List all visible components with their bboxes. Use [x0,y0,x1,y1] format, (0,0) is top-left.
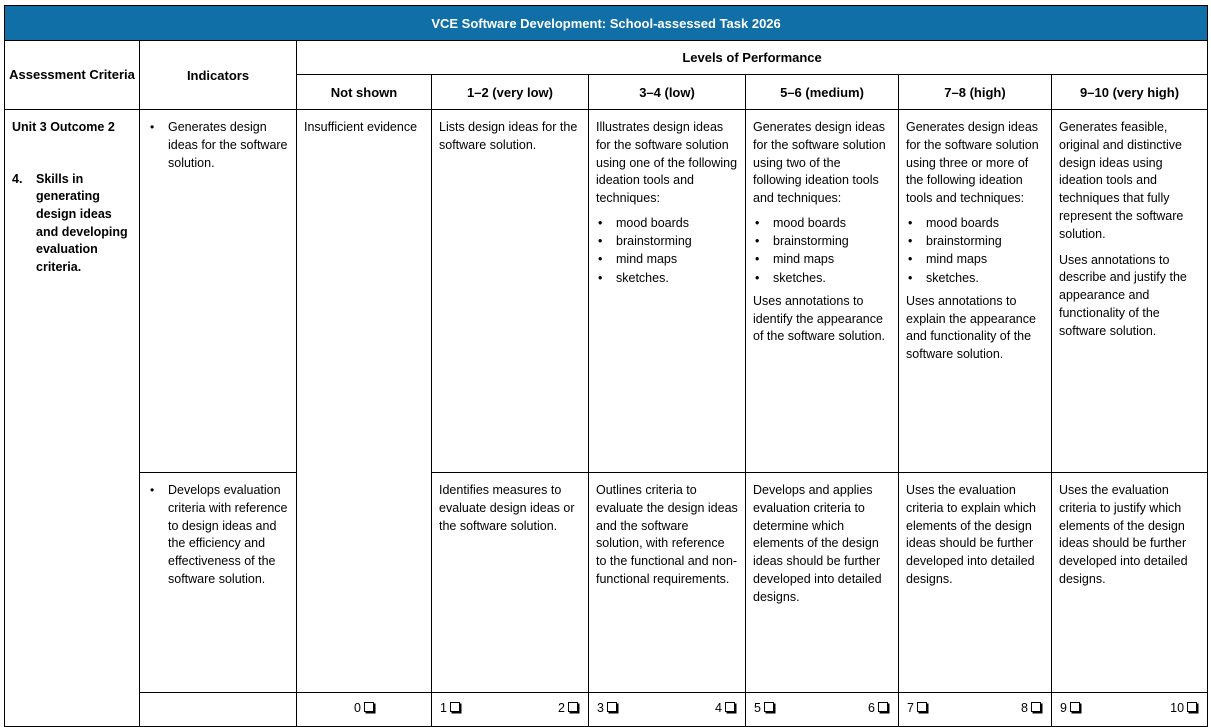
low-text-2: Outlines criteria to evaluate the design ideas and the software solution, with reference to the functional and non-functional requirements. [596,483,738,586]
level-cell-low-2 [589,473,746,693]
high-text-2: Uses the evaluation criteria to explain which elements of the design ideas should be further developed into detailed designs. [906,483,1036,586]
indicator-item: • Generates design ideas for the software solution. [140,119,296,172]
very-high-text-2: Uses the evaluation criteria to justify which elements of the design ideas should be further developed into detailed designs. [1059,483,1188,586]
level-cell-high-2 [899,473,1052,693]
very-high-text-1: Generates feasible, original and distinctive design ideas using ideation tools and techniques that fully represent the software solution. [1059,120,1184,241]
score-option-4[interactable]: 4 [715,701,735,715]
criteria-skill [12,171,132,277]
level-cell-very-high-1 [1052,110,1208,473]
score-option-1[interactable]: 1 [440,701,460,715]
score-cell-high [899,693,1052,727]
very-low-text-2: Identifies measures to evaluate design ideas or the software solution. [439,483,575,533]
indicator-item: • Develops evaluation criteria with reference to design ideas and the efficiency and effectiveness of the software solution. [140,482,296,589]
assessment-criteria-cell [5,110,140,727]
header-indicators: Indicators [140,41,297,110]
level-cell-very-high-2 [1052,473,1208,693]
checkbox-icon[interactable] [764,702,774,712]
indicator-cell-2 [140,473,297,693]
score-option-7[interactable]: 7 [907,701,927,715]
level-cell-medium-1 [746,110,899,473]
tool-item: • mood boards [596,214,738,232]
level-cell-low-1 [589,110,746,473]
score-option-2[interactable]: 2 [558,701,578,715]
criteria-number: 4. [12,171,23,186]
indicator-cell-1 [140,110,297,473]
checkbox-icon[interactable] [568,702,578,712]
score-option-0[interactable]: 0 [354,701,374,715]
medium-text-2: Develops and applies evaluation criteria to determine which elements of the design ideas should be further developed into detailed designs. [753,483,882,604]
score-option-8[interactable]: 8 [1021,701,1041,715]
score-option-5[interactable]: 5 [754,701,774,715]
level-cell-not-shown [297,110,432,693]
header-level-medium: 5–6 (medium) [746,75,899,110]
level-cell-medium-2 [746,473,899,693]
criteria-skill-text: Skills in generating design ideas and developing evaluation criteria. [36,171,128,274]
high-extra-1: Uses annotations to explain the appearance and functionality of the software solution. [906,293,1036,362]
score-cell-very-low [432,693,589,727]
checkbox-icon[interactable] [725,702,735,712]
checkbox-icon[interactable] [878,702,888,712]
medium-extra-1: Uses annotations to identify the appearance of the software solution. [753,293,886,344]
tool-item: • mind maps [753,250,891,268]
checkbox-icon[interactable] [607,702,617,712]
level-cell-very-low-2 [432,473,589,693]
indicator-score-spacer [140,693,297,727]
header-level-low: 3–4 (low) [589,75,746,110]
header-level-high: 7–8 (high) [899,75,1052,110]
tool-item: • mood boards [906,214,1044,232]
header-level-not-shown: Not shown [297,75,432,110]
score-option-6[interactable]: 6 [868,701,888,715]
tool-item: • mood boards [753,214,891,232]
score-cell-not-shown [297,693,432,727]
score-option-10[interactable]: 10 [1170,701,1197,715]
assessment-rubric-table [4,5,1208,727]
level-cell-high-1 [899,110,1052,473]
score-option-9[interactable]: 9 [1060,701,1080,715]
tool-item: • brainstorming [596,232,738,250]
checkbox-icon[interactable] [917,702,927,712]
header-level-very-high: 9–10 (very high) [1052,75,1208,110]
medium-text-1: Generates design ideas for the software solution using two of the following ideation tools and techniques: [753,120,886,206]
score-cell-medium [746,693,899,727]
tool-item: • sketches. [596,269,738,287]
checkbox-icon[interactable] [450,702,460,712]
score-cell-very-high [1052,693,1208,727]
level-cell-very-low-1 [432,110,589,473]
checkbox-icon[interactable] [1031,702,1041,712]
very-high-extra-1: Uses annotations to describe and justify the appearance and functionality of the software solution. [1059,252,1187,338]
header-assessment-criteria: Assessment Criteria [5,41,140,110]
high-text-1: Generates design ideas for the software solution using three or more of the following ideation tools and techniques: [906,120,1039,206]
checkbox-icon[interactable] [364,702,374,712]
score-option-3[interactable]: 3 [597,701,617,715]
table-title: VCE Software Development: School-assessed Task 2026 [5,6,1208,41]
checkbox-icon[interactable] [1070,702,1080,712]
header-levels-of-performance: Levels of Performance [297,41,1208,75]
score-cell-low [589,693,746,727]
tool-item: • brainstorming [906,232,1044,250]
tool-item: • brainstorming [753,232,891,250]
not-shown-text: Insufficient evidence [304,120,418,134]
outcome-label: Unit 3 Outcome 2 [12,120,115,134]
tool-item: • mind maps [906,250,1044,268]
checkbox-icon[interactable] [1187,702,1197,712]
tool-item: • mind maps [596,250,738,268]
tool-item: • sketches. [753,269,891,287]
very-low-text-1: Lists design ideas for the software solution. [439,120,578,152]
header-level-very-low: 1–2 (very low) [432,75,589,110]
low-text-1: Illustrates design ideas for the software solution using one of the following ideation tools and techniques: [596,120,738,206]
tool-item: • sketches. [906,269,1044,287]
